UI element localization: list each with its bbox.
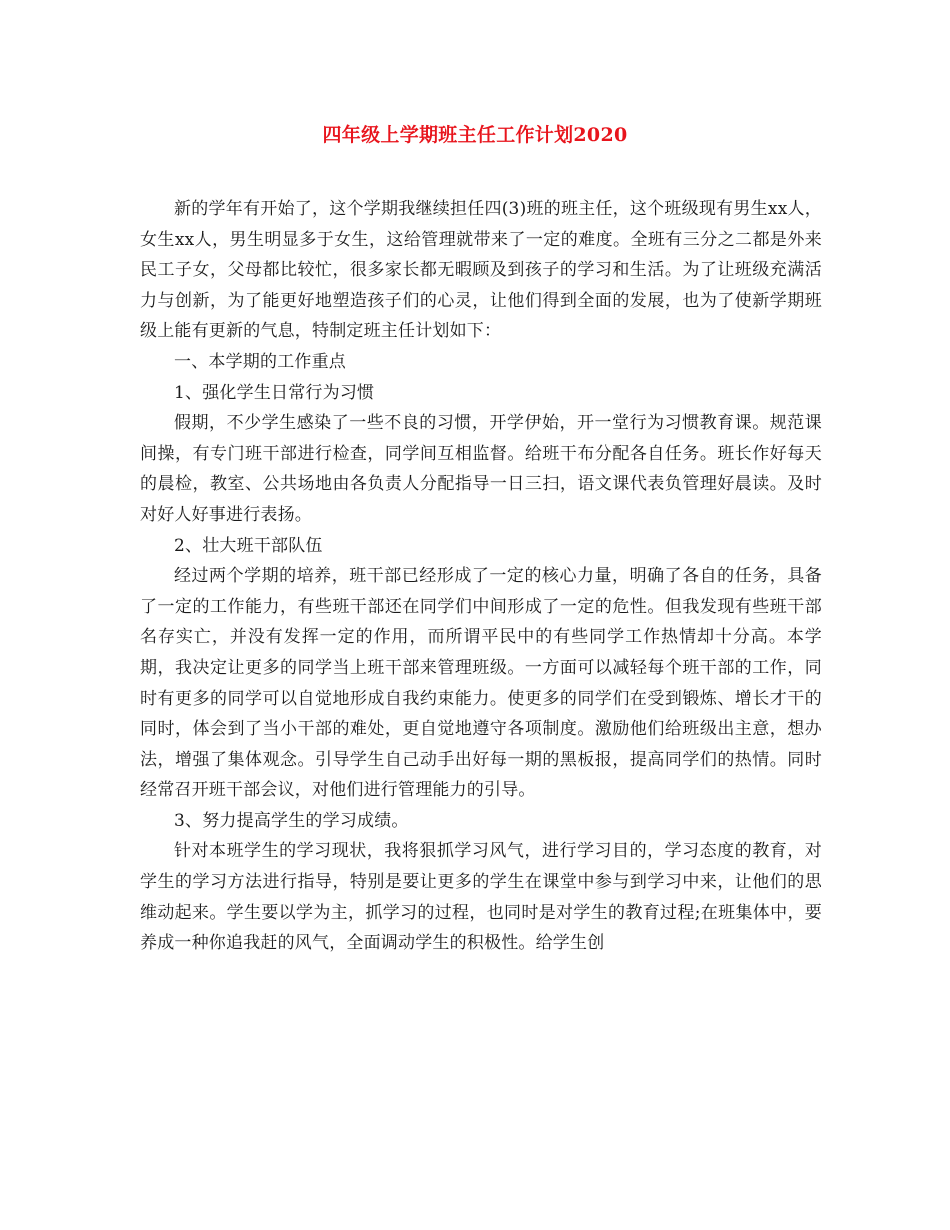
subheading-habits: 1、强化学生日常行为习惯 bbox=[174, 382, 375, 403]
paragraph-habits: 假期，不少学生感染了一些不良的习惯，开学伊始，开一堂行为习惯教育课。规范课间操，有专门班干部进行检查，同学间互相监督。给班干布分配各自任务。班长作好每天的晨检，教室、公共场地由各负责人分配指导一日三扫，语文课代表负管理好晨读。及时对好人好事进行表扬。 bbox=[140, 413, 822, 525]
subheading-grades: 3、努力提高学生的学习成绩。 bbox=[174, 810, 409, 831]
paragraph-cadres: 经过两个学期的培养，班干部已经形成了一定的核心力量，明确了各自的任务，具备了一定的工作能力，有些班干部还在同学们中间形成了一定的危性。但我发现有些班干部名存实亡，并没有发挥一定的作用，而所谓平民中的有些同学工作热情却十分高。本学期，我决定让更多的同学当上班干部来管理班级。一方面可以减轻每个班干部的工作，同时有更多的同学可以自觉地形成自我约束能力。使更多的同学们在受到锻炼、增长才干的同时，体会到了当小干部的难处，更自觉地遵守各项制度。激励他们给班级出主意，想办法，增强了集体观念。引导学生自己动手出好每一期的黑板报，提高同学们的热情。同时经常召开班干部会议，对他们进行管理能力的引导。 bbox=[140, 566, 822, 801]
paragraph-intro: 新的学年有开始了，这个学期我继续担任四(3)班的班主任，这个班级现有男生xx人，女生xx人，男生明显多于女生，这给管理就带来了一定的难度。全班有三分之二都是外来民工子女，父母都比较忙，很多家长都无暇顾及到孩子的学习和生活。为了让班级充满活力与创新，为了能更好地塑造孩子们的心灵，让他们得到全面的发展，也为了使新学期班级上能有更新的气息，特制定班主任计划如下： bbox=[140, 199, 822, 342]
document-body bbox=[140, 194, 822, 959]
subheading-cadres: 2、壮大班干部队伍 bbox=[174, 535, 323, 556]
document-title: 四年级上学期班主任工作计划2020 bbox=[322, 124, 628, 146]
paragraph-grades: 针对本班学生的学习现状，我将狠抓学习风气，进行学习目的，学习态度的教育，对学生的学习方法进行指导，特别是要让更多的学生在课堂中参与到学习中来，让他们的思维动起来。学生要以学为主，抓学习的过程，也同时是对学生的教育过程;在班集体中，要养成一种你追我赶的风气，全面调动学生的积极性。给学生创 bbox=[140, 841, 822, 954]
section-heading-focus: 一、本学期的工作重点 bbox=[174, 351, 346, 372]
